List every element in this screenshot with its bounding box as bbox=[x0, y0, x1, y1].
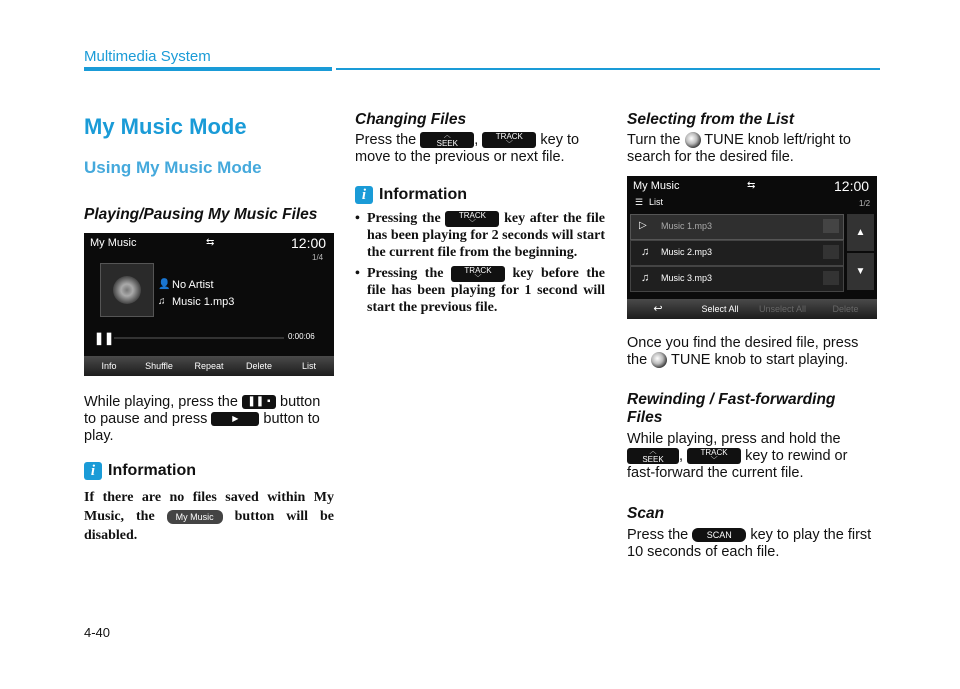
info-bullets bbox=[355, 210, 605, 320]
delete-button[interactable]: Delete bbox=[234, 356, 285, 376]
playing-paragraph bbox=[84, 394, 334, 445]
info-text-1 bbox=[84, 488, 334, 545]
usb-icon: ⇆ bbox=[747, 180, 756, 191]
p1-part-a: While playing, press the bbox=[84, 394, 238, 410]
screen-title: My Music bbox=[90, 237, 137, 249]
bullet-2 bbox=[355, 265, 605, 316]
artist-icon: 👤 bbox=[158, 279, 171, 290]
rew-part-b: key to rewind or fast-forward the current file. bbox=[627, 448, 848, 481]
select-all-button[interactable]: Select All bbox=[689, 299, 752, 319]
info-button[interactable]: Info bbox=[84, 356, 135, 376]
once-paragraph bbox=[627, 335, 879, 369]
pause-key-icon: ❚❚ ▪ bbox=[242, 395, 276, 409]
page-number: 4-40 bbox=[84, 625, 111, 640]
screen-title: My Music bbox=[633, 180, 680, 192]
playing-heading: Playing/Pausing My Music Files bbox=[84, 206, 318, 223]
play-key-icon: ▶ bbox=[211, 412, 259, 426]
header-rule-thick bbox=[84, 67, 332, 71]
my-music-list-screen bbox=[627, 176, 877, 319]
info-box-1 bbox=[84, 462, 196, 480]
song-name: Music 1.mp3 bbox=[172, 296, 235, 308]
list-item[interactable] bbox=[630, 240, 844, 266]
changing-paragraph: Press the ︿ SEEK , TRACK ﹀ key to move to the previous or next file. bbox=[355, 132, 580, 165]
rew-part-a: While playing, press and hold the bbox=[627, 431, 841, 447]
p1-part-b: button to pause and press bbox=[84, 394, 321, 427]
play-icon: ▷ bbox=[639, 220, 647, 231]
rewinding-heading: Rewinding / Fast-forwarding Files bbox=[627, 391, 836, 426]
list-item-label: Music 3.mp3 bbox=[661, 273, 713, 283]
changing-part-b: key to move to the previous or next file. bbox=[355, 132, 580, 165]
usb-icon: ⇆ bbox=[206, 237, 215, 248]
track-key-label: TRACK bbox=[458, 210, 486, 220]
selecting-heading: Selecting from the List bbox=[627, 111, 795, 128]
screen-clock: 12:00 bbox=[291, 235, 327, 251]
repeat-button[interactable]: Repeat bbox=[184, 356, 235, 376]
bullet1-part-a: Pressing the bbox=[367, 211, 441, 226]
disc-icon bbox=[113, 276, 141, 304]
sel-part-a: Turn the bbox=[627, 132, 681, 148]
section-header: Multimedia System bbox=[84, 48, 211, 65]
selecting-paragraph bbox=[627, 132, 879, 166]
scan-part-b: key to play the first 10 seconds of each file. bbox=[627, 527, 872, 560]
scan-key: SCAN bbox=[692, 528, 746, 542]
info-icon: i bbox=[84, 462, 102, 480]
list-item[interactable] bbox=[630, 214, 844, 240]
my-music-playing-screen bbox=[84, 233, 334, 376]
checkbox[interactable] bbox=[823, 245, 839, 259]
tune-knob-icon bbox=[685, 132, 701, 148]
checkbox[interactable] bbox=[823, 219, 839, 233]
screen-clock: 12:00 bbox=[834, 178, 870, 194]
seek-key-label: SEEK bbox=[642, 455, 664, 465]
shuffle-button[interactable]: Shuffle bbox=[134, 356, 185, 376]
unselect-all-button[interactable]: Unselect All bbox=[751, 299, 815, 319]
bullet1-part-b: key after the file has been playing for 2 seconds will start the current file from the beginning. bbox=[367, 211, 605, 260]
music-note-icon: ♫ bbox=[641, 246, 650, 258]
header-rule-thin bbox=[336, 68, 880, 70]
bullet2-part-a: Pressing the bbox=[367, 266, 444, 281]
once-part-a: Once you find the desired file, press the bbox=[627, 335, 859, 368]
scan-heading: Scan bbox=[627, 505, 665, 522]
scroll-down-icon[interactable]: ▼ bbox=[847, 253, 874, 290]
track-key-label: TRACK bbox=[700, 448, 728, 458]
info-part-a: If there are no files saved within My Music, the bbox=[84, 490, 334, 524]
list-icon: ☰ bbox=[635, 197, 644, 207]
info-icon: i bbox=[355, 186, 373, 204]
track-key-label: TRACK bbox=[464, 265, 492, 275]
track-count: 1/4 bbox=[312, 253, 324, 262]
info-title: Information bbox=[379, 186, 467, 203]
info-part-b: button will be disabled. bbox=[84, 509, 335, 543]
changing-heading: Changing Files bbox=[355, 111, 467, 128]
rewinding-paragraph: While playing, press and hold the ︿ SEEK , TRACK ﹀ key to rewind or fast-forward the current file. bbox=[627, 431, 848, 481]
list-label: List bbox=[649, 197, 664, 207]
elapsed-time: 0:00:06 bbox=[288, 332, 315, 341]
scan-part-a: Press the bbox=[627, 527, 689, 543]
artist-name: No Artist bbox=[172, 279, 214, 291]
track-key: TRACK ﹀ bbox=[451, 266, 505, 282]
scroll-up-icon[interactable]: ▲ bbox=[847, 214, 874, 251]
info-box-2 bbox=[355, 186, 467, 204]
checkbox[interactable] bbox=[823, 271, 839, 285]
list-item-label: Music 2.mp3 bbox=[661, 247, 713, 257]
list-item[interactable] bbox=[630, 266, 844, 292]
changing-part-a: Press the bbox=[355, 132, 417, 148]
pause-icon[interactable]: ❚❚ bbox=[94, 331, 115, 345]
track-key: TRACK ﹀ bbox=[482, 132, 536, 148]
track-key: TRACK ﹀ bbox=[445, 211, 499, 227]
bullet2-part-b: key before the file has been playing for 1 second will start the previous file. bbox=[367, 266, 606, 315]
page-indicator: 1/2 bbox=[859, 199, 871, 208]
seek-key: ︿ SEEK bbox=[420, 132, 474, 148]
bullet-1 bbox=[355, 210, 605, 261]
scan-paragraph bbox=[627, 527, 879, 561]
list-item-label: Music 1.mp3 bbox=[661, 221, 713, 231]
my-music-key: My Music bbox=[167, 510, 223, 524]
track-key: TRACK ﹀ bbox=[687, 448, 741, 464]
list-button[interactable]: List bbox=[284, 356, 334, 376]
back-icon[interactable]: ↩ bbox=[627, 299, 690, 319]
once-part-b: TUNE knob to start playing. bbox=[670, 352, 849, 368]
album-art bbox=[100, 263, 154, 317]
seek-key-label: SEEK bbox=[436, 139, 458, 149]
page-title: My Music Mode bbox=[84, 114, 247, 139]
delete-button[interactable]: Delete bbox=[814, 299, 877, 319]
p1-part-c: button to play. bbox=[84, 411, 320, 444]
section-subtitle: Using My Music Mode bbox=[84, 158, 262, 177]
progress-bar[interactable] bbox=[114, 337, 284, 339]
tune-knob-icon bbox=[651, 352, 667, 368]
music-note-icon: ♫ bbox=[641, 272, 650, 284]
sel-part-b: TUNE knob left/right to search for the desired file. bbox=[627, 132, 851, 165]
info-title: Information bbox=[108, 462, 196, 479]
seek-key: ︿ SEEK bbox=[627, 448, 679, 464]
track-key-label: TRACK bbox=[495, 132, 523, 142]
music-note-icon: ♫ bbox=[158, 296, 166, 307]
